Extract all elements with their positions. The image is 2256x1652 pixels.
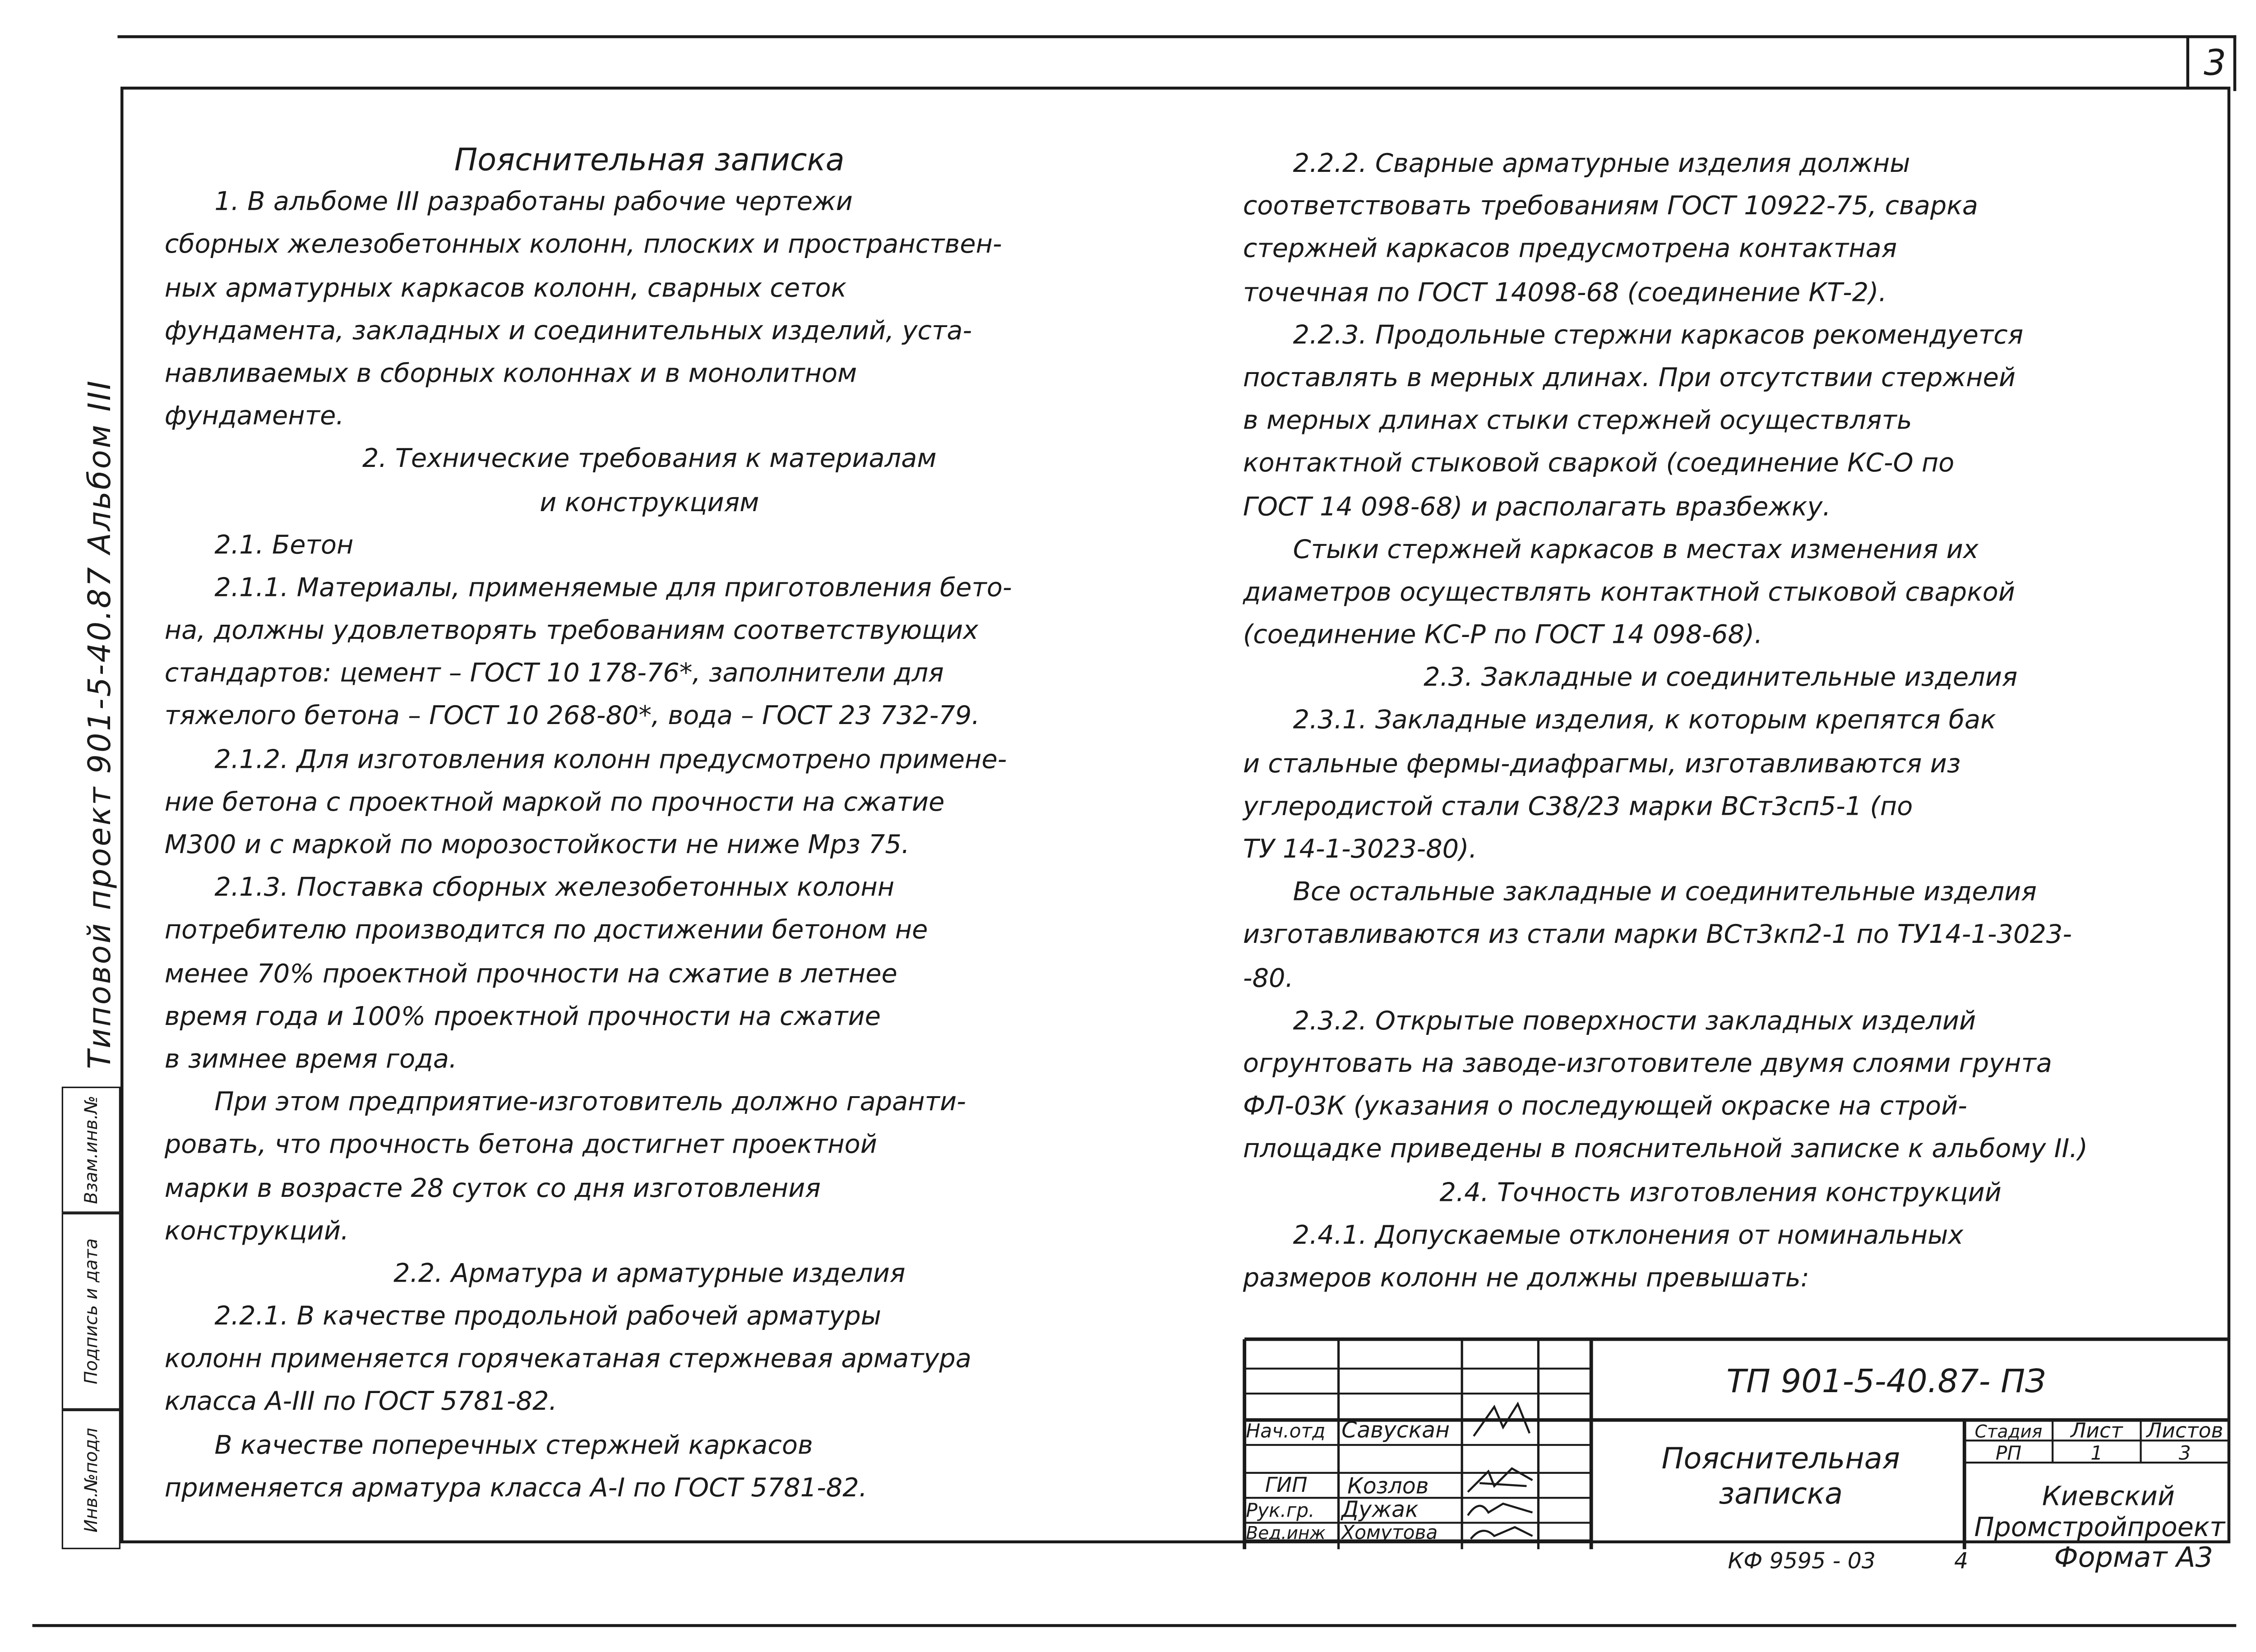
text-line: ровать, что прочность бетона достигнет проектной bbox=[164, 1131, 877, 1161]
text-line: конструкций. bbox=[164, 1217, 349, 1246]
document-title-line1: Пояснительная bbox=[1661, 1442, 1900, 1476]
signer-name: Савускан bbox=[1341, 1417, 1450, 1443]
text-line: М300 и с маркой по морозостойкости не ниже Мрз 75. bbox=[164, 831, 910, 861]
text-line: 2.1. Бетон bbox=[214, 531, 354, 561]
text-line: стержней каркасов предусмотрена контактная bbox=[1243, 235, 1897, 265]
text-line: изготавливаются из стали марки ВСт3кп2-1 по ТУ14-1-3023- bbox=[1243, 921, 2072, 951]
text-line: соответствовать требованиям ГОСТ 10922-75, сварка bbox=[1243, 193, 1978, 222]
sheets-value: 3 bbox=[2178, 1442, 2191, 1464]
copy-sheet-number: 4 bbox=[1954, 1547, 1969, 1574]
page-number: 3 bbox=[2204, 42, 2226, 84]
signer-role: Нач.отд bbox=[1246, 1420, 1326, 1442]
stamp-label: Инв.№подл bbox=[81, 1427, 102, 1532]
text-line: марки в возрасте 28 суток со дня изготовления bbox=[164, 1174, 821, 1204]
left-text-column bbox=[165, 139, 1134, 1511]
text-line: 2.4. Точность изготовления конструкций bbox=[1439, 1178, 2002, 1208]
text-line: менее 70% проектной прочности на сжатие в летнее bbox=[164, 960, 897, 989]
text-line: При этом предприятие-изготовитель должно гаранти- bbox=[214, 1088, 966, 1118]
copy-code: КФ 9595 - 03 bbox=[1728, 1547, 1876, 1574]
text-line: сборных железобетонных колонн, плоских и пространствен- bbox=[164, 231, 1002, 261]
text-line: ТУ 14-1-3023-80). bbox=[1243, 835, 1477, 865]
text-line: 2.1.2. Для изготовления колонн предусмотрено примене- bbox=[214, 745, 1007, 775]
text-line: ние бетона с проектной маркой по прочности на сжатие bbox=[164, 788, 945, 818]
text-line: потребителю производится по достижении бетоном не bbox=[164, 917, 928, 946]
text-line: 2.1.3. Поставка сборных железобетонных колонн bbox=[214, 874, 895, 904]
text-line: класса А-III по ГОСТ 5781-82. bbox=[164, 1388, 557, 1418]
text-line: поставлять в мерных длинах. При отсутствии стержней bbox=[1243, 364, 2016, 394]
text-line: точечная по ГОСТ 14098-68 (соединение КТ-2). bbox=[1243, 278, 1887, 308]
text-line: на, должны удовлетворять требованиям соответствующих bbox=[164, 617, 979, 646]
signer-role: Рук.гр. bbox=[1246, 1499, 1315, 1522]
text-line: -80. bbox=[1243, 964, 1294, 994]
head-stage: Стадия bbox=[1974, 1421, 2043, 1442]
stamp-cell-inventory-original bbox=[62, 1410, 120, 1549]
text-line: 2.2.3. Продольные стержни каркасов рекомендуется bbox=[1293, 321, 2024, 351]
sheet-value: 1 bbox=[2090, 1442, 2103, 1464]
stamp-cell-replacement-inventory bbox=[62, 1087, 120, 1213]
text-line: в зимнее время года. bbox=[164, 1045, 458, 1075]
text-line: ГОСТ 14 098-68) и располагать вразбежку. bbox=[1243, 493, 1831, 522]
stamp-cells bbox=[62, 1087, 120, 1549]
text-line: огрунтовать на заводе-изготовителе двумя слоями грунта bbox=[1243, 1050, 2052, 1080]
text-line: и стальные фермы-диафрагмы, изготавливаются из bbox=[1243, 750, 1961, 780]
signature-scribble bbox=[1468, 1504, 1532, 1515]
bottom-rule bbox=[32, 1624, 2237, 1627]
right-text-column bbox=[1243, 144, 2198, 1301]
text-line: 2.1.1. Материалы, применяемые для приготовления бето- bbox=[214, 574, 1012, 604]
text-line: ФЛ-03К (указания о последующей окраске на строй- bbox=[1243, 1093, 1967, 1122]
text-line: навливаемых в сборных колоннах и в монолитном bbox=[164, 360, 857, 389]
title-block bbox=[1244, 1339, 2229, 1549]
text-line: диаметров осуществлять контактной стыковой сваркой bbox=[1243, 578, 2016, 608]
text-line: (соединение КС-Р по ГОСТ 14 098-68). bbox=[1243, 621, 1763, 651]
text-line: и конструкциям bbox=[540, 488, 759, 518]
text-line: контактной стыковой сваркой (соединение КС-О по bbox=[1243, 450, 1955, 480]
text-line: углеродистой стали С38/23 марки ВСт3сп5-1 (по bbox=[1243, 793, 1913, 822]
stamp-cell-signature-date bbox=[62, 1213, 120, 1410]
text-line: 2.3. Закладные и соединительные изделия bbox=[1424, 664, 2018, 694]
signer-role: ГИП bbox=[1265, 1473, 1308, 1497]
text-line: 2.3.1. Закладные изделия, к которым крепятся бак bbox=[1293, 707, 1996, 737]
text-line: 2.2. Арматура и арматурные изделия bbox=[393, 1260, 906, 1289]
signer-name: Дужак bbox=[1341, 1496, 1419, 1523]
text-line: 1. В альбоме III разработаны рабочие чертежи bbox=[214, 188, 853, 218]
text-line: 2.4.1. Допускаемые отклонения от номинальных bbox=[1293, 1221, 1964, 1251]
drawing-designation: ТП 901-5-40.87- ПЗ bbox=[1726, 1362, 2046, 1400]
organization-line2: Промстройпроект bbox=[1974, 1511, 2225, 1542]
stamp-label: Подпись и дата bbox=[81, 1238, 102, 1384]
text-line: Все остальные закладные и соединительные изделия bbox=[1293, 878, 2037, 908]
head-sheets: Листов bbox=[2146, 1418, 2224, 1443]
signer-name: Хомутова bbox=[1341, 1521, 1438, 1544]
text-line: в мерных длинах стыки стержней осуществлять bbox=[1243, 407, 1912, 437]
text-line: применяется арматура класса А-I по ГОСТ 5781-82. bbox=[164, 1474, 867, 1504]
album-label: Типовой проект 901-5-40.87 Альбом III bbox=[82, 379, 118, 1069]
text-line: 2.2.1. В качестве продольной рабочей арматуры bbox=[214, 1302, 882, 1332]
signer-name: Козлов bbox=[1347, 1473, 1429, 1499]
text-line: колонн применяется горячекатаная стержневая арматура bbox=[164, 1345, 971, 1375]
text-line: тяжелого бетона – ГОСТ 10 268-80*, вода – ГОСТ 23 732-79. bbox=[164, 702, 980, 732]
text-line: Пояснительная записка bbox=[454, 142, 845, 178]
stamp-label: Взам.инв.№ bbox=[81, 1095, 102, 1204]
text-line: фундаменте. bbox=[164, 402, 344, 432]
text-line: В качестве поперечных стержней каркасов bbox=[214, 1431, 813, 1461]
text-line: 2.3.2. Открытые поверхности закладных изделий bbox=[1293, 1007, 1976, 1037]
text-line: стандартов: цемент – ГОСТ 10 178-76*, заполнители для bbox=[164, 660, 944, 689]
top-rule bbox=[118, 35, 2237, 38]
text-line: фундамента, закладных и соединительных изделий, уста- bbox=[164, 317, 972, 346]
stage-value: РП bbox=[1995, 1442, 2022, 1464]
text-line: 2. Технические требования к материалам bbox=[362, 445, 937, 475]
head-sheet: Лист bbox=[2071, 1418, 2123, 1443]
signer-role: Вед.инж bbox=[1246, 1523, 1326, 1544]
text-line: время года и 100% проектной прочности на сжатие bbox=[164, 1002, 881, 1032]
format-label: Формат A3 bbox=[2054, 1541, 2213, 1574]
text-line: размеров колонн не должны превышать: bbox=[1243, 1264, 1809, 1294]
document-title-line2: записка bbox=[1719, 1477, 1843, 1511]
text-line: Стыки стержней каркасов в местах изменения их bbox=[1293, 535, 1979, 565]
text-line: 2.2.2. Сварные арматурные изделия должны bbox=[1293, 150, 1910, 180]
signature-scribble bbox=[1471, 1527, 1533, 1539]
text-line: площадке приведены в пояснительной записке к альбому II.) bbox=[1243, 1135, 2088, 1165]
text-line: ных арматурных каркасов колонн, сварных сеток bbox=[164, 274, 847, 304]
organization-line1: Киевский bbox=[2042, 1481, 2175, 1512]
